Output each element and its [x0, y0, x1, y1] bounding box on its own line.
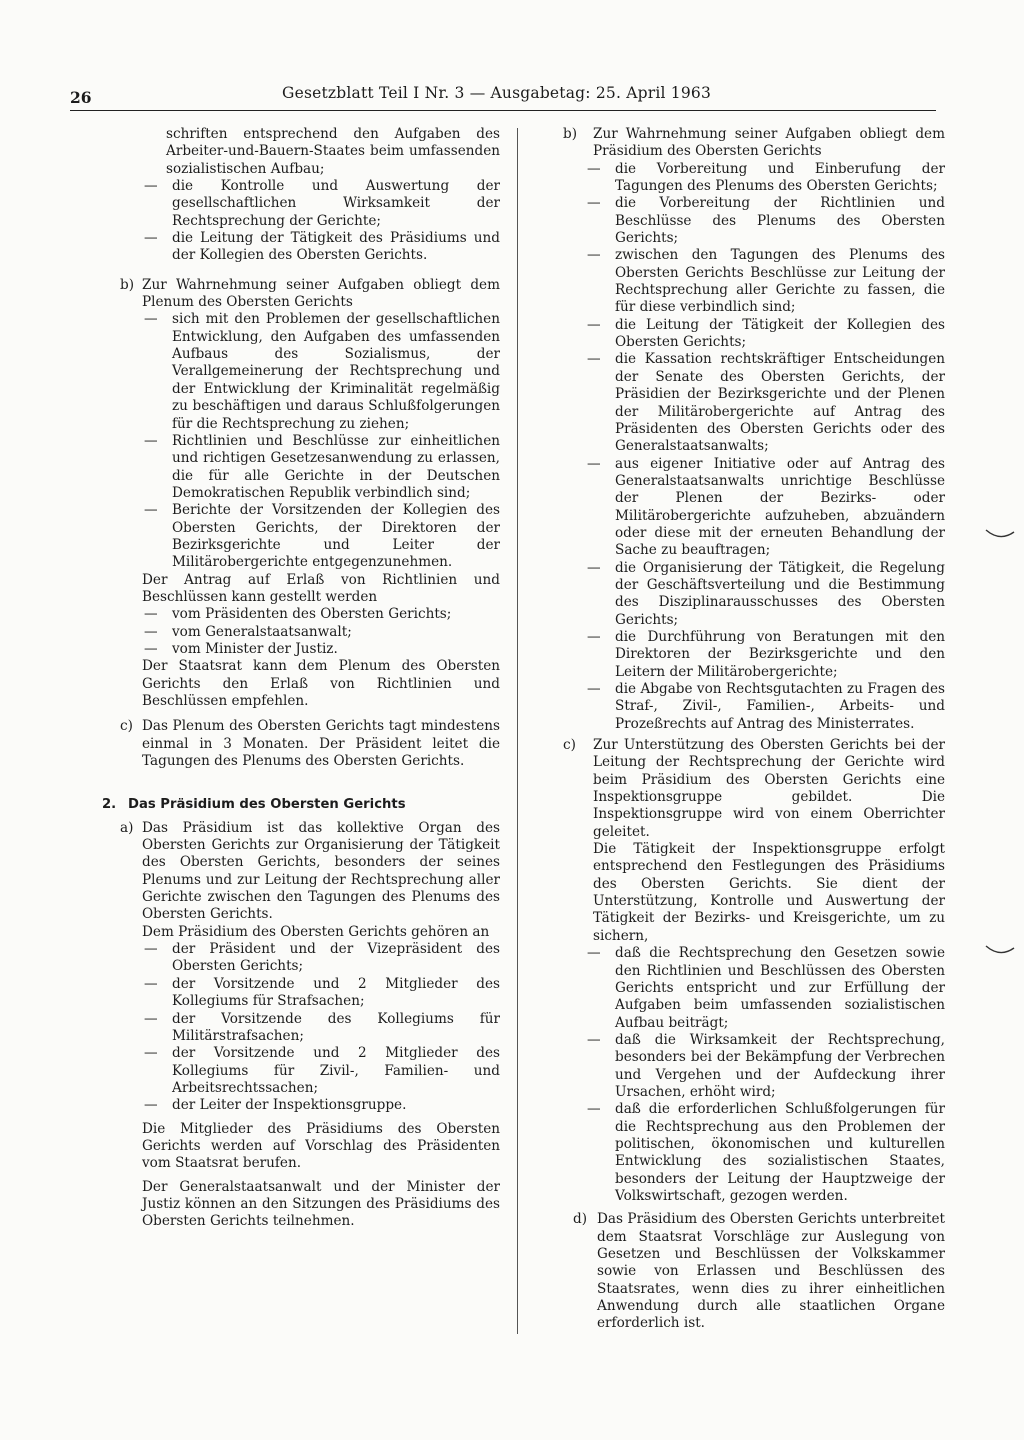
section-c-plenum: c) Das Plenum des Obersten Gerichts tagt mindestens einmal in 3 Monaten. Der Präsident leitet die Tagungen des Plenums des Obersten Gerichts.	[120, 718, 500, 770]
list-item: — vom Generalstaatsanwalt;	[144, 623, 352, 640]
section-d-vorschlaege: d) Das Präsidium des Obersten Gerichts unterbreitet dem Staatsrat Vorschläge zur Auslegung von Gesetzen und Beschlüssen der Volkskammer sowie von Erlassen und Beschlüssen des Staatsrates, wenn dies zu ihrer einheitlichen Anwendung durch alle staatlichen Organe erforderlich ist.	[573, 1211, 945, 1332]
list-item: — aus eigener Initiative oder auf Antrag des Generalstaatsanwalts unrichtige Beschlüsse der Plenen der Bezirks- oder Militärobergerichte aufzuheben, abzuändern oder diese mit der erneuten Behandlung der Sache zu beauftragen;	[587, 455, 945, 559]
right-column	[563, 126, 945, 1333]
list-item: — der Vorsitzende des Kollegiums für Militärstrafsachen;	[144, 1010, 500, 1044]
page-number: 26	[70, 88, 92, 107]
staatsrat-paragraph: Der Staatsrat kann dem Plenum des Obersten Gerichts den Erlaß von Richtlinien und Beschlüssen empfehlen.	[142, 658, 500, 709]
list-item: — der Leiter der Inspektionsgruppe.	[144, 1097, 407, 1114]
section-label: a)	[120, 819, 134, 836]
section-heading: 2. Das Präsidium des Obersten Gerichts	[102, 797, 406, 813]
list-item: — sich mit den Problemen der gesellschaftlichen Entwicklung, den Aufgaben des umfassenden Aufbaus des Sozialismus, der Verallgemeinerung der Rechtsprechung und der Entwicklung der Kriminalität regelmäßig zu beschäftigen und daraus Schlußfolgerungen für die Rechtsprechung zu ziehen;	[144, 311, 500, 432]
list-item: — die Durchführung von Beratungen mit den Direktoren der Bezirksgerichte und den Leitern der Militärobergerichte;	[587, 628, 945, 680]
left-column	[102, 126, 500, 1231]
list-item: — vom Minister der Justiz.	[144, 640, 338, 657]
header-title: Gesetzblatt Teil I Nr. 3 — Ausgabetag: 25. April 1963	[282, 84, 712, 102]
list-item: — die Leitung der Tätigkeit des Präsidiums und der Kollegien des Obersten Gerichts.	[144, 230, 500, 264]
page-header	[70, 84, 936, 111]
section-label: d)	[573, 1211, 588, 1228]
list-item: — die Kontrolle und Auswertung der gesellschaftlichen Wirksamkeit der Rechtsprechung der Gerichte;	[144, 178, 500, 229]
mitglieder-paragraph: Die Mitglieder des Präsidiums des Obersten Gerichts werden auf Vorschlag des Präsidenten vom Staatsrat berufen.	[142, 1120, 500, 1172]
list-item: — die Vorbereitung der Richtlinien und Beschlüsse des Plenums des Obersten Gerichts;	[587, 195, 945, 247]
margin-mark	[984, 944, 1016, 956]
continued-text: schriften entsprechend den Aufgaben des Arbeiter-und-Bauern-Staates beim umfassenden sozialistischen Aufbau;	[166, 126, 500, 177]
antrag-paragraph: Der Antrag auf Erlaß von Richtlinien und Beschlüssen kann gestellt werden	[142, 571, 500, 605]
list-item: — vom Präsidenten des Obersten Gerichts;	[144, 606, 452, 623]
list-item: — der Präsident und der Vizepräsident des Obersten Gerichts;	[144, 941, 500, 975]
section-b-plenum: b) Zur Wahrnehmung seiner Aufgaben obliegt dem Plenum des Obersten Gerichts	[120, 276, 500, 311]
list-item: — die Organisierung der Tätigkeit, die Regelung der Geschäftsverteilung und die Bestimmung des Disziplinarausschusses des Obersten Gerichts;	[587, 559, 945, 628]
list-item: — die Abgabe von Rechtsgutachten zu Fragen des Straf-, Zivil-, Familien-, Arbeits- und Prozeßrechts auf Antrag des Ministerrates.	[587, 681, 945, 732]
list-item: — der Vorsitzende und 2 Mitglieder des Kollegiums für Zivil-, Familien- und Arbeitsrechtssachen;	[144, 1045, 500, 1096]
list-item: — die Vorbereitung und Einberufung der Tagungen des Plenums des Obersten Gerichts;	[587, 160, 945, 195]
list-item: — Richtlinien und Beschlüsse zur einheitlichen und richtigen Gesetzesanwendung zu erlassen, die für alle Gerichte in der Deutschen Demokratischen Republik verbindlich sind;	[144, 432, 500, 501]
list-item: — zwischen den Tagungen des Plenums des Obersten Gerichts Beschlüsse zur Leitung der Rechtsprechung aller Gerichte zu fassen, die für diese verbindlich sind;	[587, 247, 945, 316]
section-label: b)	[563, 126, 578, 142]
margin-mark	[984, 528, 1016, 540]
column-divider	[517, 128, 518, 1334]
section-label: b)	[120, 276, 135, 293]
list-item: — daß die Rechtsprechung den Gesetzen sowie den Richtlinien und Beschlüssen des Obersten Gerichts entspricht und zur Erfüllung der Aufgaben beim umfassenden sozialistischen Aufbau beiträgt;	[587, 945, 945, 1031]
list-item: — daß die erforderlichen Schlußfolgerungen für die Rechtsprechung aus den Problemen der politischen, ökonomischen und kulturellen Entwicklung des sozialistischen Staates, besonders der Leitung der Hauptzweige der Volkswirtschaft, gezogen werden.	[587, 1101, 945, 1204]
section-a-praesidium: a) Das Präsidium ist das kollektive Organ des Obersten Gerichts zur Organisierung der Tätigkeit des Obersten Gerichts, besonders der seines Plenums und zur Leitung der Rechtsprechung aller Gerichte zwischen den Tagungen des Plenums des Obersten Gerichts. Dem Präsidium des Obersten Gerichts gehören an	[120, 819, 500, 940]
section-label: c)	[563, 737, 576, 754]
list-item: — Berichte der Vorsitzenden der Kollegien des Obersten Gerichts, der Direktoren der Bezirksgerichte und Leiter der Militärobergerichte entgegenzunehmen.	[144, 502, 500, 571]
section-label: c)	[120, 718, 133, 735]
section-c-inspektion: c) Zur Unterstützung des Obersten Gerichts bei der Leitung der Rechtsprechung der Gerichte wird beim Präsidium des Obersten Gerichts eine Inspektionsgruppe gebildet. Die Inspektionsgruppe wird von einem Oberrichter geleitet. Die Tätigkeit der Inspektionsgruppe erfolgt entsprechend den Festlegungen des Präsidiums des Obersten Gerichts. Sie dient der Unterstützung, Kontrolle und Auswertung der Tätigkeit der Bezirks- und Kreisgerichte, um zu sichern,	[563, 737, 945, 944]
list-item: — die Leitung der Tätigkeit der Kollegien des Obersten Gerichts;	[587, 316, 945, 351]
section-b-praesidium: b) Zur Wahrnehmung seiner Aufgaben obliegt dem Präsidium des Obersten Gerichts	[563, 126, 945, 160]
list-item: — die Kassation rechtskräftiger Entscheidungen der Senate des Obersten Gerichts, der Präsidien der Bezirksgerichte und der Plenen der Militärobergerichte auf Antrag des Präsidenten des Obersten Gerichts oder des Generalstaatsanwalts;	[587, 351, 945, 455]
list-item: — der Vorsitzende und 2 Mitglieder des Kollegiums für Strafsachen;	[144, 975, 500, 1010]
list-item: — daß die Wirksamkeit der Rechtsprechung, besonders bei der Bekämpfung der Verbrechen und Vergehen und der Aufdeckung ihrer Ursachen, erhöht wird;	[587, 1031, 945, 1100]
generalstaatsanwalt-paragraph: Der Generalstaatsanwalt und der Minister der Justiz können an den Sitzungen des Präsidiums des Obersten Gerichts teilnehmen.	[142, 1178, 500, 1230]
